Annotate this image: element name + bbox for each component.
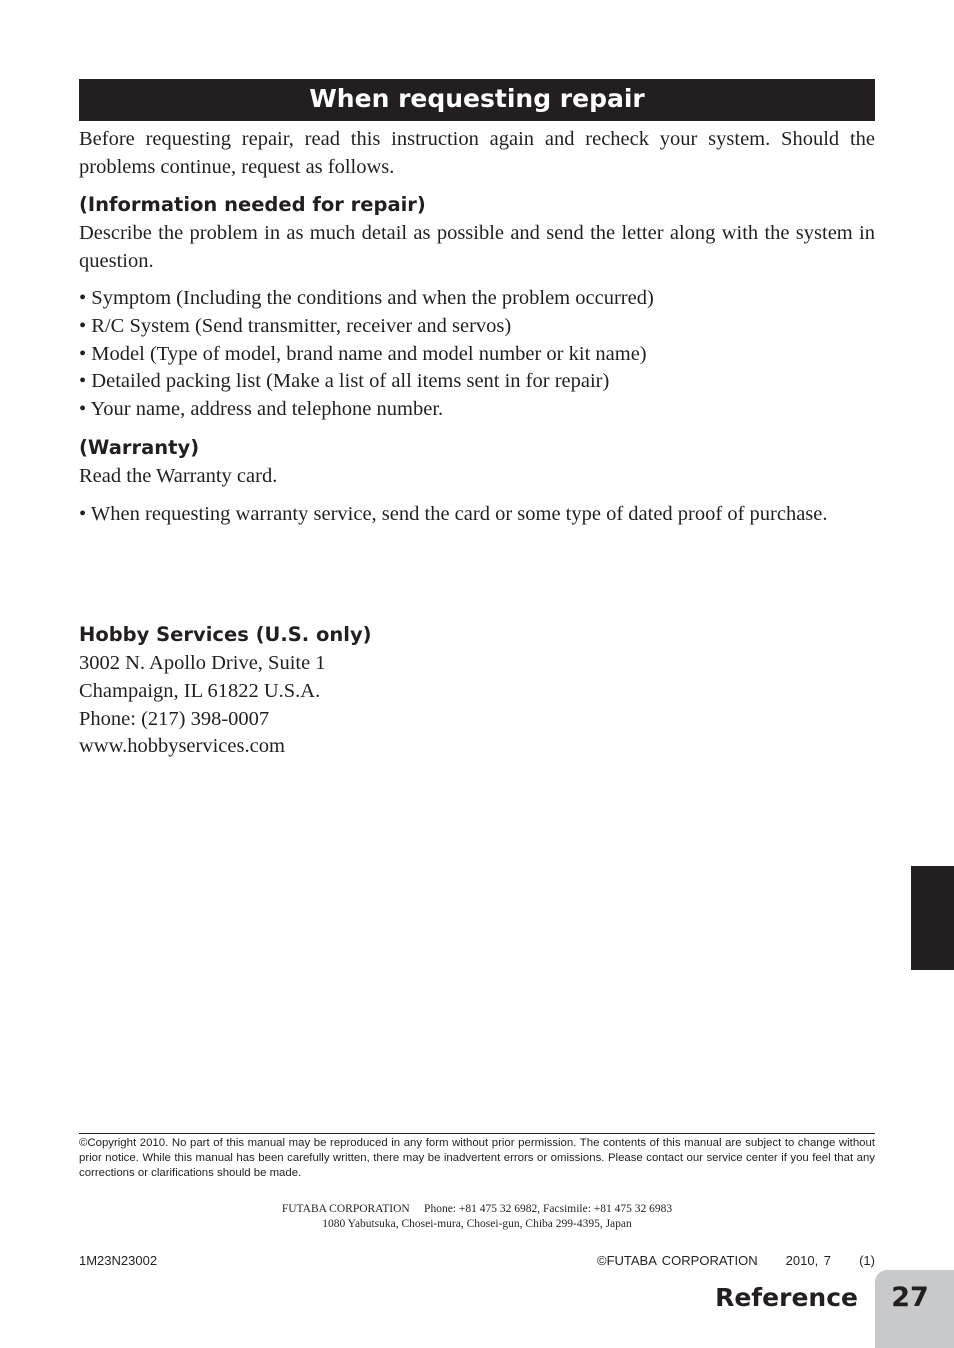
section-title: When requesting repair (309, 84, 645, 113)
list-item: • Model (Type of model, brand name and model number or kit name) (79, 342, 647, 365)
hobby-services-heading: Hobby Services (U.S. only) (79, 623, 372, 646)
section-title-banner (79, 79, 875, 121)
page-number: 27 (891, 1282, 929, 1313)
section-label: Reference (715, 1283, 858, 1312)
info-paragraph: Describe the problem in as much detail as possible and send the letter along with the system in question. (79, 222, 875, 272)
address-line: 3002 N. Apollo Drive, Suite 1 (79, 652, 326, 674)
document-imprint: ©FUTABA CORPORATION 2010, 7 (1) (597, 1253, 875, 1268)
warranty-paragraph: Read the Warranty card. (79, 465, 278, 487)
info-heading: (Information needed for repair) (79, 193, 426, 216)
info-bullet-list (79, 285, 875, 424)
copyright-notice: ©Copyright 2010. No part of this manual may be reproduced in any form without prior permission. The contents of this manual are subject to change without prior notice. While this manual has been carefully written, there may be inadvertent errors or omissions. Please contact our service center if you feel that any corrections or clarifications should be made. (79, 1137, 875, 1180)
warranty-bullet: • When requesting warranty service, send the card or some type of dated proof of purchase. (79, 503, 828, 525)
document-code: 1M23N23002 (79, 1253, 158, 1268)
phone-line: Phone: (217) 398-0007 (79, 707, 270, 730)
corp-contact-line: FUTABA CORPORATION Phone: +81 475 32 6982, Facsimile: +81 475 32 6983 (281, 1203, 673, 1215)
list-item: • Your name, address and telephone number. (79, 398, 444, 421)
footer-divider (79, 1133, 875, 1134)
section-side-tab (911, 866, 954, 970)
list-item: • R/C System (Send transmitter, receiver and servos) (79, 314, 512, 337)
hobby-services-address (79, 650, 579, 761)
website-line: www.hobbyservices.com (79, 735, 285, 758)
warranty-heading: (Warranty) (79, 436, 200, 459)
intro-paragraph: Before requesting repair, read this instruction again and recheck your system. Should the problems continue, request as follows. (79, 128, 875, 178)
list-item: • Symptom (Including the conditions and when the problem occurred) (79, 287, 654, 309)
list-item: • Detailed packing list (Make a list of all items sent in for repair) (79, 370, 610, 393)
address-line: Champaign, IL 61822 U.S.A. (79, 679, 321, 702)
corp-address-line: 1080 Yabutsuka, Chosei-mura, Chosei-gun, Chiba 299-4395, Japan (322, 1218, 632, 1230)
